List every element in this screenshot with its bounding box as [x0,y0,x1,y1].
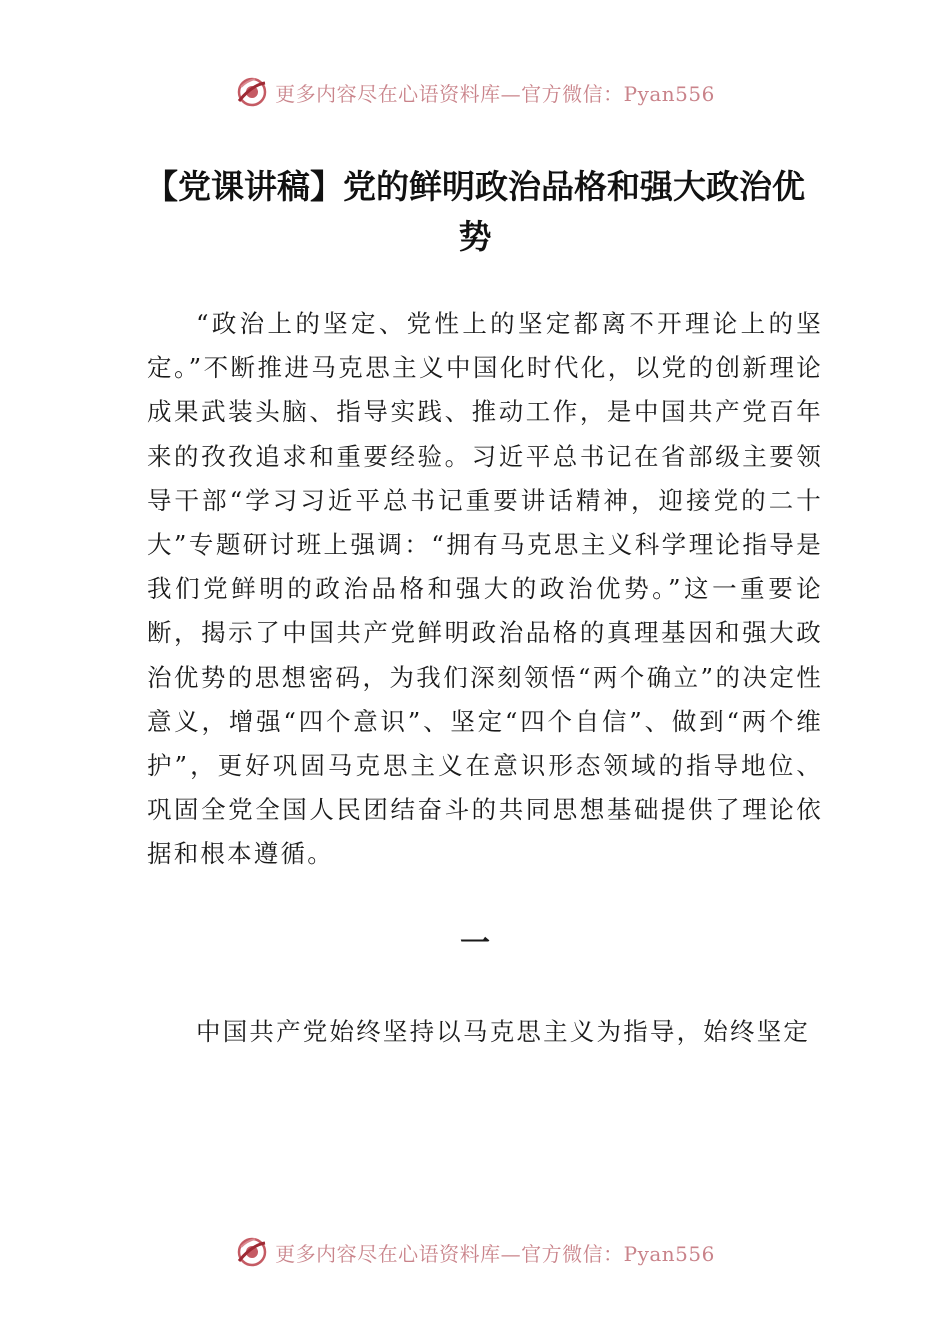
header-banner [0,72,950,112]
document-title: 【党课讲稿】党的鲜明政治品格和强大政治优势 [145,167,805,256]
body-paragraph-2: 中国共产党始终坚持以马克思主义为指导，始终坚定 [196,1017,811,1046]
section-number: 一 [460,926,490,961]
footer-banner-text: 更多内容尽在心语资料库—官方微信：Pyan556 [275,1241,715,1266]
body-paragraph-1: “政治上的坚定、党性上的坚定都离不开理论上的坚定。”不断推进马克思主义中国化时代化，以党的创新理论成果武装头脑、指导实践、推动工作，是中国共产党百年来的孜孜追求和重要经验。习近平总书记在省部级主要领导干部“学习习近平总书记重要讲话精神，迎接党的二十大”专题研讨班上强调：“拥有马克思主义科学理论指导是我们党鲜明的政治品格和强大的政治优势。”这一重要论断，揭示了中国共产党鲜明政治品格的真理基因和强大政治优势的思想密码，为我们深刻领悟“两个确立”的决定性意义，增强“四个意识”、坚定“四个自信”、做到“两个维护”，更好巩固马克思主义在意识形态领域的指导地位、巩固全党全国人民团结奋斗的共同思想基础提供了理论依据和根本遵循。 [147,309,823,869]
footer-banner [0,1232,950,1272]
sunflower-logo-icon [235,1235,269,1269]
header-banner-text: 更多内容尽在心语资料库—官方微信：Pyan556 [275,81,715,106]
sunflower-logo-icon [235,75,269,109]
